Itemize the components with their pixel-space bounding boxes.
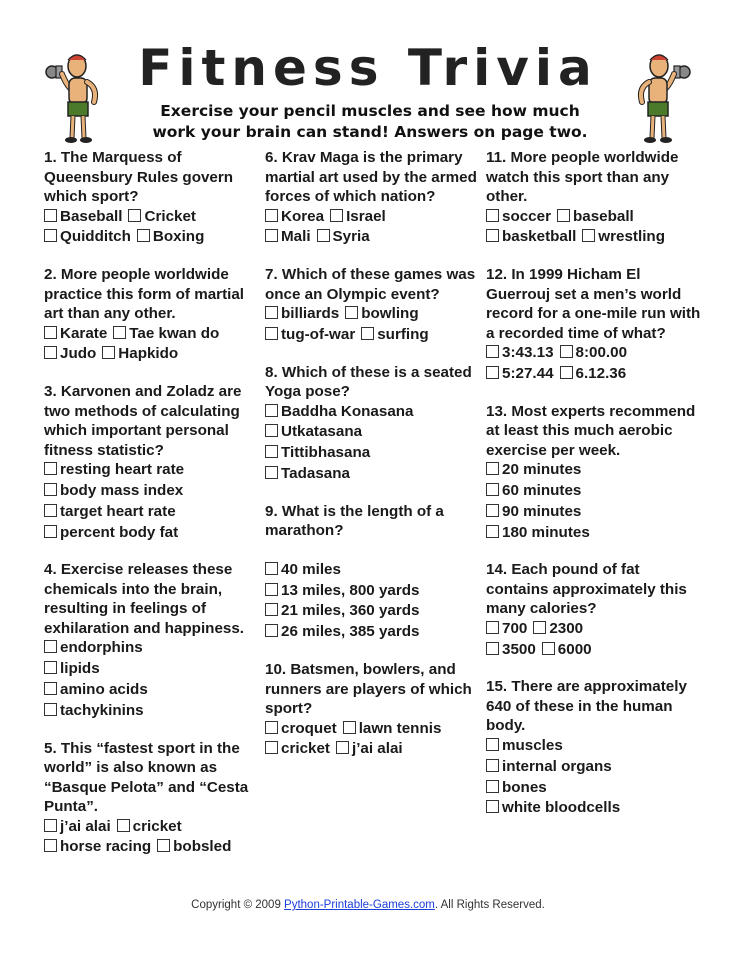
answer-label: lawn tennis — [358, 719, 442, 737]
answer-option[interactable] — [265, 207, 324, 228]
answer-options — [265, 207, 477, 249]
answer-label: 6.12.36 — [575, 364, 627, 382]
answer-label: Hapkido — [118, 345, 179, 363]
checkbox[interactable] — [486, 483, 499, 496]
answer-options — [44, 460, 259, 543]
answer-option[interactable] — [265, 443, 370, 464]
answer-label: cricket — [132, 817, 182, 835]
answer-option[interactable] — [486, 364, 554, 385]
checkbox[interactable] — [265, 445, 278, 458]
answer-label: Tittibhasana — [281, 444, 371, 462]
checkbox[interactable] — [582, 229, 595, 242]
answer-options — [44, 324, 259, 366]
answer-label: 8:00.00 — [575, 344, 628, 362]
answer-label: 21 miles, 360 yards — [281, 602, 420, 620]
checkbox[interactable] — [486, 462, 499, 475]
answer-option[interactable] — [486, 619, 527, 640]
checkbox[interactable] — [44, 483, 57, 496]
trivia-question — [44, 739, 259, 859]
question-text: 3. Karvonen and Zoladz are two methods of calculating which important personal fitness statistic? — [44, 383, 242, 459]
answer-option[interactable] — [44, 227, 131, 248]
answer-label: Boxing — [152, 228, 205, 246]
answer-label: 2300 — [549, 619, 584, 637]
answer-label: Israel — [346, 207, 386, 225]
answer-options — [265, 719, 477, 761]
answer-option[interactable] — [486, 798, 620, 819]
question-text: 12. In 1999 Hicham El Guerrouj set a men’s world record for a one-mile run with a recorded time of what? — [486, 266, 701, 342]
checkbox[interactable] — [128, 209, 141, 222]
answer-option[interactable] — [44, 817, 111, 838]
answer-option[interactable] — [265, 402, 414, 423]
answer-option[interactable] — [128, 207, 196, 228]
question-text: 1. The Marquess of Queensbury Rules govern which sport? — [44, 149, 234, 205]
checkbox[interactable] — [44, 229, 57, 242]
answer-label: tug-of-war — [281, 325, 356, 343]
checkbox[interactable] — [137, 229, 150, 242]
trivia-question — [486, 148, 701, 248]
answer-label: amino acids — [60, 680, 148, 698]
answer-option[interactable] — [44, 207, 122, 228]
answer-label: j’ai alai — [351, 740, 403, 758]
answer-option[interactable] — [117, 817, 182, 838]
answer-label: croquet — [281, 719, 337, 737]
checkbox[interactable] — [265, 466, 278, 479]
answer-option[interactable] — [44, 502, 176, 523]
copyright-text: Copyright © 2009 — [191, 899, 285, 911]
trivia-question — [486, 560, 701, 660]
answer-label: Syria — [332, 228, 370, 246]
trivia-question — [265, 502, 477, 643]
answer-option[interactable] — [265, 227, 311, 248]
question-text: 5. This “fastest sport in the world” is also known as “Basque Pelota” and “Cesta Punta”. — [44, 739, 249, 816]
answer-label: lipids — [60, 660, 100, 678]
trivia-question — [44, 265, 259, 365]
answer-label: 60 minutes — [502, 481, 582, 499]
question-text: 13. Most experts recommend at least this much aerobic exercise per week. — [486, 402, 696, 459]
checkbox[interactable] — [486, 800, 499, 813]
answer-option[interactable] — [486, 757, 612, 778]
checkbox[interactable] — [265, 603, 278, 616]
answer-options — [486, 343, 701, 385]
answer-label: Mali — [281, 228, 311, 246]
answer-label: soccer — [502, 207, 551, 225]
answer-options — [486, 460, 701, 543]
answer-option[interactable] — [361, 325, 428, 346]
checkbox[interactable] — [44, 682, 57, 695]
answer-option[interactable] — [44, 481, 183, 502]
website-link[interactable]: Python-Printable-Games.com — [284, 899, 435, 911]
checkbox[interactable] — [486, 504, 499, 517]
question-text: 9. What is the length of a marathon? — [265, 502, 444, 540]
copyright-text: . All Rights Reserved. — [434, 899, 545, 911]
checkbox[interactable] — [265, 741, 278, 754]
question-text: 10. Batsmen, bowlers, and runners are players of which sport? — [265, 661, 472, 718]
checkbox[interactable] — [265, 327, 278, 340]
checkbox[interactable] — [560, 366, 573, 379]
checkbox[interactable] — [102, 346, 115, 359]
checkbox[interactable] — [265, 721, 278, 734]
muscle-man-illustration — [44, 44, 110, 144]
checkbox[interactable] — [486, 366, 499, 379]
answer-option[interactable] — [486, 502, 581, 523]
answer-option[interactable] — [44, 701, 144, 722]
question-text: 4. Exercise releases these chemicals into the brain, resulting in feelings of exhilaration and happiness. — [44, 561, 245, 637]
answer-option[interactable] — [317, 227, 370, 248]
answer-label: Tadasana — [281, 465, 350, 483]
answer-option[interactable] — [44, 680, 148, 701]
checkbox[interactable] — [542, 642, 555, 655]
checkbox[interactable] — [533, 621, 546, 634]
checkbox[interactable] — [113, 326, 126, 339]
answer-option[interactable] — [44, 523, 178, 544]
trivia-question — [486, 677, 701, 819]
checkbox[interactable] — [265, 562, 278, 575]
answer-option[interactable] — [44, 324, 107, 345]
checkbox[interactable] — [317, 229, 330, 242]
checkbox[interactable] — [486, 345, 499, 358]
answer-option[interactable] — [560, 364, 627, 385]
answer-label: internal organs — [502, 757, 612, 775]
checkbox[interactable] — [486, 780, 499, 793]
answer-option[interactable] — [157, 837, 231, 858]
muscle-man-illustration — [626, 44, 692, 144]
trivia-question — [265, 265, 477, 346]
answer-option[interactable] — [486, 736, 563, 757]
answer-option[interactable] — [345, 304, 418, 325]
subtitle-line: Exercise your pencil muscles and see how much — [160, 102, 580, 120]
checkbox[interactable] — [265, 583, 278, 596]
trivia-question — [44, 560, 259, 721]
answer-options — [486, 736, 701, 819]
checkbox[interactable] — [44, 640, 57, 653]
answer-option[interactable] — [486, 778, 547, 799]
answer-label: endorphins — [60, 639, 143, 657]
answer-label: Karate — [60, 324, 108, 342]
question-text: 14. Each pound of fat contains approximately this many calories? — [486, 561, 687, 618]
answer-label: 26 miles, 385 yards — [281, 623, 420, 641]
answer-label: Tae kwan do — [129, 324, 220, 342]
answer-label: Korea — [281, 207, 325, 225]
checkbox[interactable] — [44, 661, 57, 674]
trivia-question — [44, 382, 259, 543]
answer-label: percent body fat — [60, 523, 179, 541]
answer-label: wrestling — [598, 228, 665, 246]
question-column-1 — [44, 148, 259, 875]
answer-label: bobsled — [173, 838, 232, 856]
checkbox[interactable] — [560, 345, 573, 358]
answer-option[interactable] — [336, 739, 403, 760]
checkbox[interactable] — [265, 624, 278, 637]
answer-label: Judo — [60, 345, 97, 363]
trivia-question — [265, 148, 477, 248]
answer-options — [265, 560, 477, 643]
page-title: Fitness Trivia — [138, 39, 598, 97]
answer-option[interactable] — [265, 304, 339, 325]
subtitle-line: work your brain can stand! Answers on page two. — [152, 123, 588, 141]
answer-label: 180 minutes — [502, 523, 590, 541]
checkbox[interactable] — [157, 839, 170, 852]
trivia-question — [44, 148, 259, 248]
answer-option[interactable] — [486, 523, 590, 544]
answer-options — [486, 619, 701, 661]
answer-label: 13 miles, 800 yards — [281, 581, 420, 599]
checkbox[interactable] — [336, 741, 349, 754]
answer-option[interactable] — [582, 227, 665, 248]
answer-options — [265, 304, 477, 346]
checkbox[interactable] — [486, 621, 499, 634]
answer-label: muscles — [502, 736, 563, 754]
answer-label: Utkatasana — [281, 423, 363, 441]
answer-label: tachykinins — [60, 701, 144, 719]
question-text: 2. More people worldwide practice this form of martial art than any other. — [44, 266, 245, 323]
checkbox[interactable] — [44, 209, 57, 222]
trivia-question — [486, 402, 701, 544]
answer-label: horse racing — [60, 838, 152, 856]
checkbox[interactable] — [486, 209, 499, 222]
checkbox[interactable] — [44, 462, 57, 475]
answer-label: Baddha Konasana — [281, 402, 414, 420]
page-subtitle — [110, 101, 630, 143]
answer-label: body mass index — [60, 481, 184, 499]
answer-options — [486, 207, 701, 249]
answer-label: surfing — [377, 325, 429, 343]
checkbox[interactable] — [486, 229, 499, 242]
answer-label: bowling — [361, 305, 419, 323]
answer-options — [44, 817, 259, 859]
answer-option[interactable] — [265, 422, 362, 443]
question-text: 6. Krav Maga is the primary martial art used by the armed forces of which nation? — [265, 149, 477, 205]
question-text: 11. More people worldwide watch this sport than any other. — [486, 149, 679, 205]
trivia-question — [265, 660, 477, 760]
checkbox[interactable] — [44, 703, 57, 716]
question-column-2 — [265, 148, 477, 777]
checkbox[interactable] — [265, 209, 278, 222]
answer-option[interactable] — [44, 344, 96, 365]
checkbox[interactable] — [44, 504, 57, 517]
checkbox[interactable] — [557, 209, 570, 222]
checkbox[interactable] — [44, 839, 57, 852]
checkbox[interactable] — [265, 404, 278, 417]
answer-label: basketball — [502, 228, 577, 246]
question-text: 15. There are approximately 640 of these in the human body. — [486, 678, 687, 735]
answer-options — [44, 207, 259, 249]
answer-label: 40 miles — [281, 560, 341, 578]
answer-label: 20 minutes — [502, 461, 582, 479]
answer-label: Quidditch — [60, 228, 131, 246]
answer-option[interactable] — [486, 227, 576, 248]
answer-label: baseball — [572, 207, 634, 225]
answer-option[interactable] — [44, 460, 184, 481]
checkbox[interactable] — [361, 327, 374, 340]
answer-label: 90 minutes — [502, 502, 582, 520]
answer-option[interactable] — [265, 581, 419, 602]
answer-option[interactable] — [486, 640, 536, 661]
answer-option[interactable] — [265, 560, 341, 581]
checkbox[interactable] — [117, 819, 130, 832]
answer-option[interactable] — [265, 464, 350, 485]
checkbox[interactable] — [265, 229, 278, 242]
answer-option[interactable] — [44, 659, 100, 680]
checkbox[interactable] — [486, 525, 499, 538]
checkbox[interactable] — [44, 346, 57, 359]
answer-option[interactable] — [560, 343, 628, 364]
answer-label: bones — [502, 778, 547, 796]
checkbox[interactable] — [44, 819, 57, 832]
answer-options — [265, 402, 477, 485]
answer-option[interactable] — [265, 739, 330, 760]
answer-label: j’ai alai — [60, 817, 111, 835]
answer-option[interactable] — [486, 481, 581, 502]
answer-label: 6000 — [557, 640, 592, 658]
answer-label: 3500 — [502, 640, 536, 658]
checkbox[interactable] — [486, 738, 499, 751]
answer-option[interactable] — [137, 227, 204, 248]
answer-label: Baseball — [60, 207, 123, 225]
answer-label: Cricket — [144, 207, 196, 225]
answer-option[interactable] — [265, 325, 355, 346]
answer-option[interactable] — [557, 207, 634, 228]
trivia-question — [265, 363, 477, 485]
question-text: 7. Which of these games was once an Olympic event? — [265, 266, 476, 303]
trivia-question — [486, 265, 701, 385]
answer-option[interactable] — [113, 324, 219, 345]
answer-option[interactable] — [542, 640, 592, 661]
answer-label: 700 — [502, 619, 528, 637]
answer-label: 3:43.13 — [502, 344, 554, 362]
checkbox[interactable] — [345, 306, 358, 319]
checkbox[interactable] — [486, 759, 499, 772]
answer-option[interactable] — [486, 343, 554, 364]
answer-option[interactable] — [265, 719, 337, 740]
checkbox[interactable] — [330, 209, 343, 222]
answer-label: target heart rate — [60, 502, 176, 520]
answer-option[interactable] — [533, 619, 583, 640]
answer-option[interactable] — [265, 622, 419, 643]
answer-option[interactable] — [486, 460, 581, 481]
answer-label: 5:27.44 — [502, 364, 554, 382]
checkbox[interactable] — [265, 424, 278, 437]
checkbox[interactable] — [44, 525, 57, 538]
answer-label: billiards — [281, 305, 340, 323]
checkbox[interactable] — [486, 642, 499, 655]
answer-option[interactable] — [44, 837, 151, 858]
question-column-3 — [486, 148, 701, 836]
answer-option[interactable] — [102, 344, 178, 365]
answer-option[interactable] — [343, 719, 442, 740]
answer-option[interactable] — [44, 638, 143, 659]
question-text: 8. Which of these is a seated Yoga pose? — [265, 363, 472, 401]
answer-option[interactable] — [330, 207, 386, 228]
checkbox[interactable] — [44, 326, 57, 339]
answer-label: resting heart rate — [60, 461, 185, 479]
answer-label: white bloodcells — [502, 799, 621, 817]
answer-option[interactable] — [265, 601, 419, 622]
checkbox[interactable] — [343, 721, 356, 734]
copyright-footer — [0, 899, 736, 911]
answer-label: cricket — [281, 740, 330, 758]
answer-option[interactable] — [486, 207, 551, 228]
checkbox[interactable] — [265, 306, 278, 319]
answer-options — [44, 638, 259, 721]
